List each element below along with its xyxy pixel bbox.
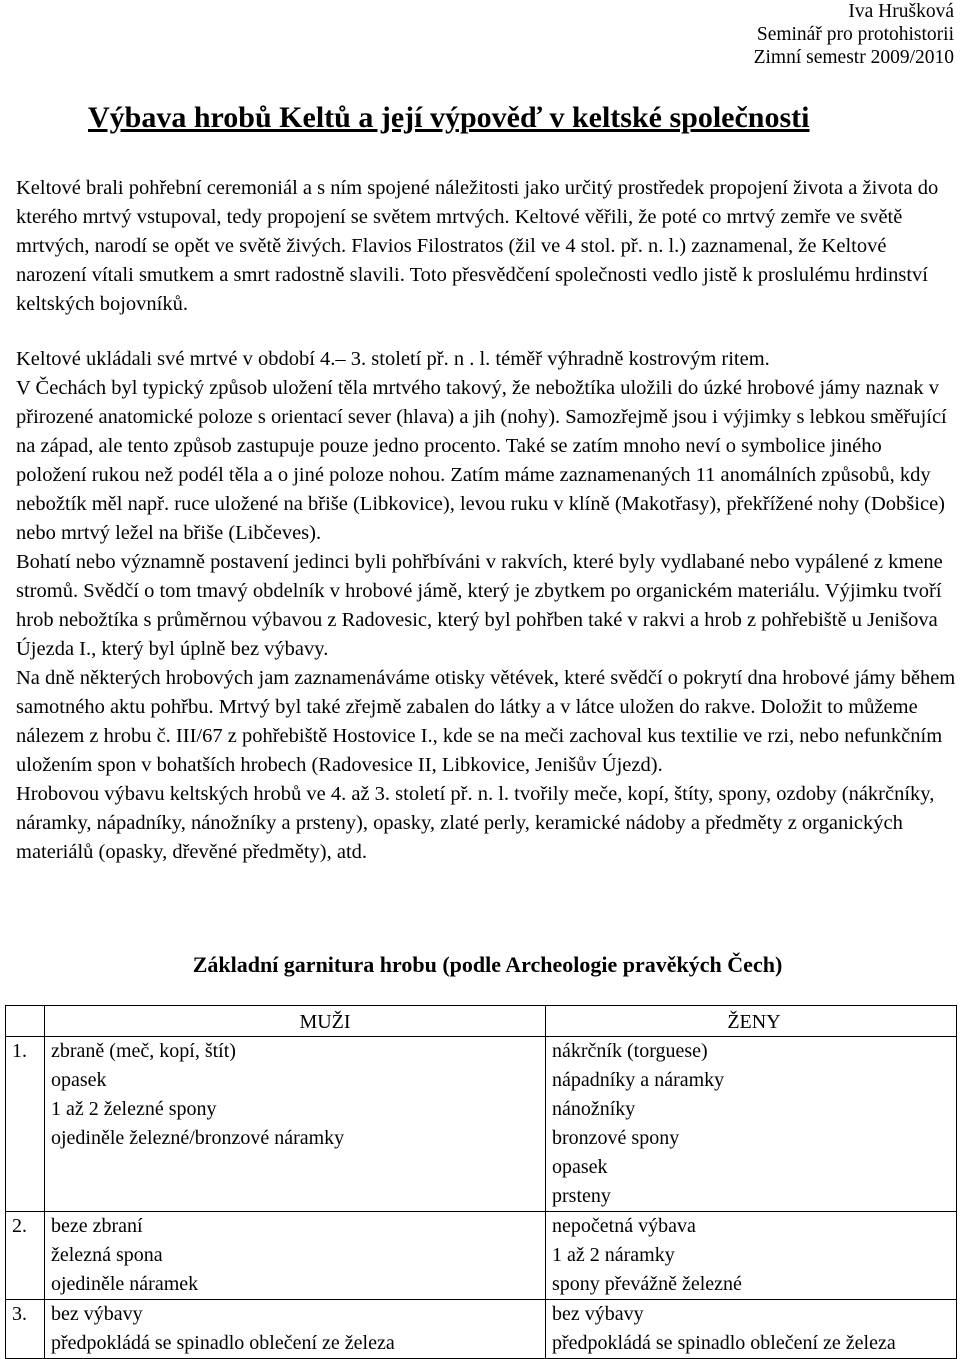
women-cell — [546, 1212, 957, 1300]
course-name: Seminář pro protohistorii — [756, 24, 954, 45]
men-cell — [45, 1300, 546, 1359]
women-item: nápadníky a náramky — [552, 1069, 725, 1091]
women-item: prsteny — [552, 1185, 611, 1207]
women-item: nánožníky — [552, 1098, 636, 1120]
document-header — [754, 0, 954, 69]
paragraph-intro: Keltové brali pohřební ceremoniál a s ním spojené náležitosti jako určitý prostředek propojení života a života do kterého mrtvý vstupoval, tedy propojení se světem mrtvých. Keltové věřili, že poté co mrtvý zemře ve světě mrtvých, narodí se opět ve světě živých. Flavios Filostratos (žil ve 4 stol. př. n. l.) zaznamenal, že Keltové narození vítali smutkem a smrt radostně slavili. Toto přesvědčení společnosti vedlo jistě k proslulému hrdinství keltských bojovníků. — [16, 177, 939, 315]
paragraph-grave-goods: Hrobovou výbavu keltských hrobů ve 4. až 3. století př. n. l. tvořily meče, kopí, štíty, spony, ozdoby (nákrčníky, náramky, nápadníky, nánožníky a prsteny), opasky, zlaté perly, keramické nádoby a předměty z organických materiálů (opasky, dřevěné předměty), atd. — [16, 783, 935, 863]
row-number: 3. — [6, 1300, 45, 1359]
men-cell — [45, 1037, 546, 1212]
table-row — [6, 1212, 957, 1300]
paragraph-coffins: Bohatí nebo významně postavení jedinci byli pohřbíváni v rakvích, které byly vydlabané nebo vypálené z kmene stromů. Svědčí o tom tmavý obdelník v hrobové jámě, který je zbytkem po organickém materiálu. Výjimku tvoří hrob nebožtíka s průměrnou výbavou z Radovesic, který byl pohřben také v rakvi a hrob z pohřebiště u Jenišova Újezda I., který byl úplně bez výbavy. — [16, 551, 943, 660]
men-item: ojediněle železné/bronzové náramky — [51, 1127, 345, 1149]
women-cell — [546, 1300, 957, 1359]
women-item: opasek — [552, 1156, 608, 1178]
grave-goods-table — [5, 1005, 957, 1359]
row-number: 2. — [6, 1212, 45, 1300]
paragraph-textiles: Na dně některých hrobových jam zaznamenáváme otisky větévek, které svědčí o pokrytí dna hrobové jámy během samotného aktu pohřbu. Mrtvý byl také zřejmě zabalen do látky a v látce uložen do rakve. Doložit to můžeme nálezem z hrobu č. III/67 z pohřebiště Hostovice I., kde se na meči zachoval kus textilie ve rzi, nebo nefunkčním uložením spon v bohatších hrobech (Radovesice II, Libkovice, Jenišův Újezd). — [16, 667, 956, 776]
table-row — [6, 1037, 957, 1212]
paragraph-burial-position: V Čechách byl typický způsob uložení těla mrtvého takový, že nebožtíka uložili do úzké hrobové jámy naznak v přirozené anatomické poloze s orientací sever (hlava) a jih (nohy). Samozřejmě jsou i výjimky s lebkou směřující na západ, ale tento způsob zastupuje pouze jedno procento. Také se zatím mnoho neví o symbolice jiného položení rukou než podél těla a o jiné poloze nohou. Zatím máme zaznamenaných 11 anomálních způsobů, kdy nebožtík měl např. ruce uložené na břiše (Libkovice), levou ruku v klíně (Makotřasy), překřížené nohy (Dobšice) nebo mrtvý ležel na břiše (Libčeves). — [16, 377, 947, 544]
author-name: Iva Hrušková — [848, 1, 954, 22]
men-item: bez výbavy — [51, 1303, 143, 1325]
row-number: 1. — [6, 1037, 45, 1212]
paragraph-rite: Keltové ukládali své mrtvé v období 4.– 3. století př. n . l. téměř výhradně kostrovým ritem. — [16, 348, 770, 370]
women-item: předpokládá se spinadlo oblečení ze železa — [552, 1332, 896, 1354]
men-item: 1 až 2 železné spony — [51, 1098, 217, 1120]
women-cell — [546, 1037, 957, 1212]
men-item: beze zbraní — [51, 1215, 143, 1237]
women-item: 1 až 2 náramky — [552, 1244, 675, 1266]
semester-label: Zimní semestr 2009/2010 — [753, 47, 954, 68]
women-item: bez výbavy — [552, 1303, 644, 1325]
document-body — [16, 174, 956, 867]
table-header-row — [6, 1006, 957, 1037]
table-title: Základní garnitura hrobu (podle Archeologie pravěkých Čech) — [192, 952, 783, 977]
women-item: nákrčník (torguese) — [552, 1040, 708, 1062]
table-header-men: MUŽI — [45, 1006, 546, 1037]
table-row — [6, 1300, 957, 1359]
women-item: bronzové spony — [552, 1127, 680, 1149]
men-item: zbraně (meč, kopí, štít) — [51, 1040, 236, 1062]
men-item: opasek — [51, 1069, 107, 1091]
women-item: spony převážně železné — [552, 1273, 742, 1295]
document-title: Výbava hrobů Keltů a její výpověď v keltské společnosti — [88, 101, 810, 134]
table-header-women: ŽENY — [546, 1006, 957, 1037]
men-item: předpokládá se spinadlo oblečení ze železa — [51, 1332, 395, 1354]
men-item: železná spona — [51, 1244, 163, 1266]
men-item: ojediněle náramek — [51, 1273, 199, 1295]
women-item: nepočetná výbava — [552, 1215, 696, 1237]
table-header-empty — [6, 1006, 45, 1037]
men-cell — [45, 1212, 546, 1300]
